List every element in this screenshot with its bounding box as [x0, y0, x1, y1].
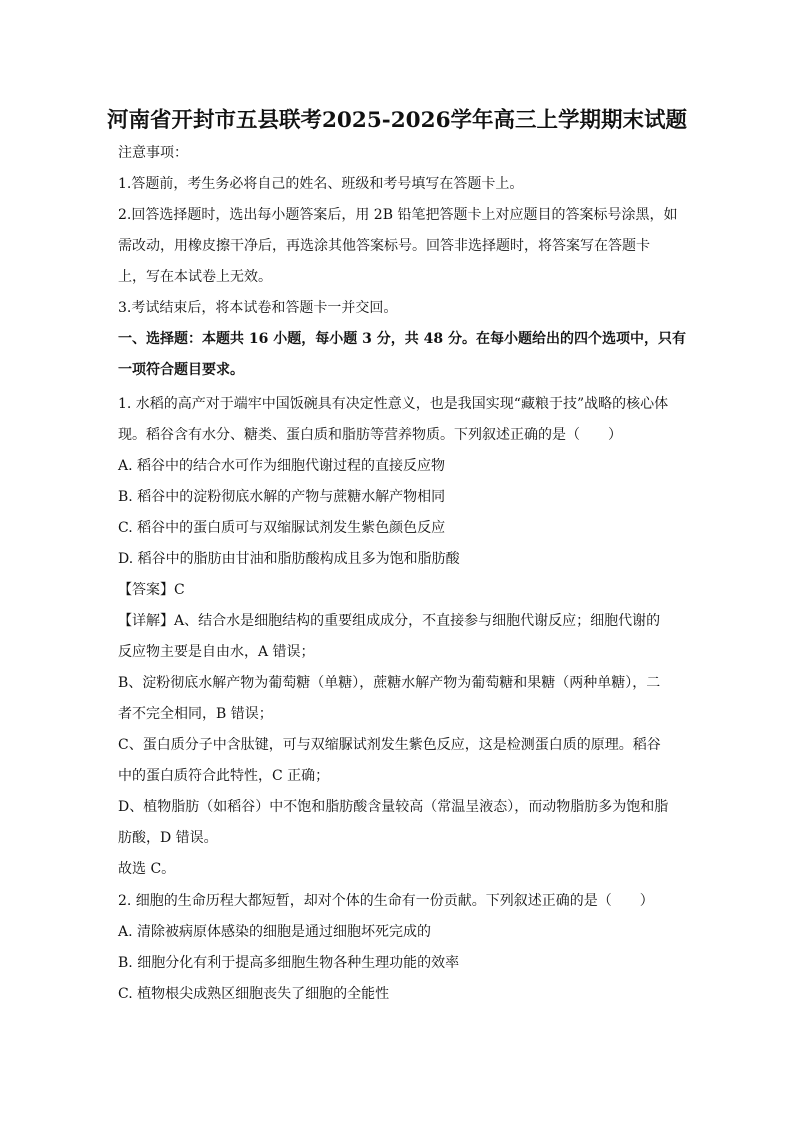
q1-detail-a-line-2: 反应物主要是自由水，A 错误； [118, 644, 315, 660]
q1-detail-b-line-2: 者不完全相同，B 错误； [118, 706, 273, 722]
q2-option-c: C. 植物根尖成熟区细胞丧失了细胞的全能性 [118, 986, 390, 1002]
q1-answer: 【答案】C [118, 582, 185, 598]
notice-heading: 注意事项： [118, 145, 188, 161]
q1-detail-c-line-2: 中的蛋白质符合此特性，C 正确； [118, 768, 330, 784]
q1-stem-line-2: 现。稻谷含有水分、糖类、蛋白质和脂肪等营养物质。下列叙述正确的是（ ） [118, 427, 622, 443]
section-heading-line-1: 一、选择题：本题共 16 小题，每小题 3 分，共 48 分。在每小题给出的四个选项中，只有 [118, 331, 686, 347]
q1-detail-b-line-1: B、淀粉彻底水解产物为葡萄糖（单糖），蔗糖水解产物为葡萄糖和果糖（两种单糖），二 [118, 675, 661, 691]
q1-option-a: A. 稻谷中的结合水可作为细胞代谢过程的直接反应物 [118, 458, 446, 474]
q2-stem: 2. 细胞的生命历程大都短暂，却对个体的生命有一份贡献。下列叙述正确的是（ ） [118, 893, 654, 909]
notice-item-3: 3.考试结束后，将本试卷和答题卡一并交回。 [118, 300, 398, 316]
q1-detail-d-line-1: D、植物脂肪（如稻谷）中不饱和脂肪酸含量较高（常温呈液态），而动物脂肪多为饱和脂 [118, 799, 669, 815]
q1-option-d: D. 稻谷中的脂肪由甘油和脂肪酸构成且多为饱和脂肪酸 [118, 551, 460, 567]
q1-detail-d-line-2: 肪酸，D 错误。 [118, 830, 218, 846]
section-heading-line-2: 一项符合题目要求。 [118, 362, 244, 378]
q1-detail-c-line-1: C、蛋白质分子中含肽键，可与双缩脲试剂发生紫色反应，这是检测蛋白质的原理。稻谷 [118, 737, 661, 753]
q2-option-a: A. 清除被病原体感染的细胞是通过细胞坏死完成的 [118, 924, 432, 940]
page-title: 河南省开封市五县联考2025-2026学年高三上学期期末试题 [106, 108, 688, 133]
q1-option-c: C. 稻谷中的蛋白质可与双缩脲试剂发生紫色颜色反应 [118, 520, 446, 536]
notice-item-2-line-1: 2.回答选择题时，选出每小题答案后，用 2B 铅笔把答题卡上对应题目的答案标号涂黑，如 [118, 207, 678, 223]
q1-conclusion: 故选 C。 [118, 861, 176, 877]
notice-item-2-line-3: 上，写在本试卷上无效。 [118, 269, 272, 285]
q1-detail-a-line-1: 【详解】A、结合水是细胞结构的重要组成成分，不直接参与细胞代谢反应；细胞代谢的 [118, 613, 661, 629]
q2-option-b: B. 细胞分化有利于提高多细胞生物各种生理功能的效率 [118, 955, 460, 971]
notice-item-1: 1.答题前，考生务必将自己的姓名、班级和考号填写在答题卡上。 [118, 176, 524, 192]
q1-option-b: B. 稻谷中的淀粉彻底水解的产物与蔗糖水解产物相同 [118, 489, 446, 505]
q1-stem-line-1: 1. 水稻的高产对于端牢中国饭碗具有决定性意义，也是我国实现“藏粮于技”战略的核心体 [118, 396, 669, 412]
notice-item-2-line-2: 需改动，用橡皮擦干净后，再选涂其他答案标号。回答非选择题时，将答案写在答题卡 [118, 238, 650, 254]
